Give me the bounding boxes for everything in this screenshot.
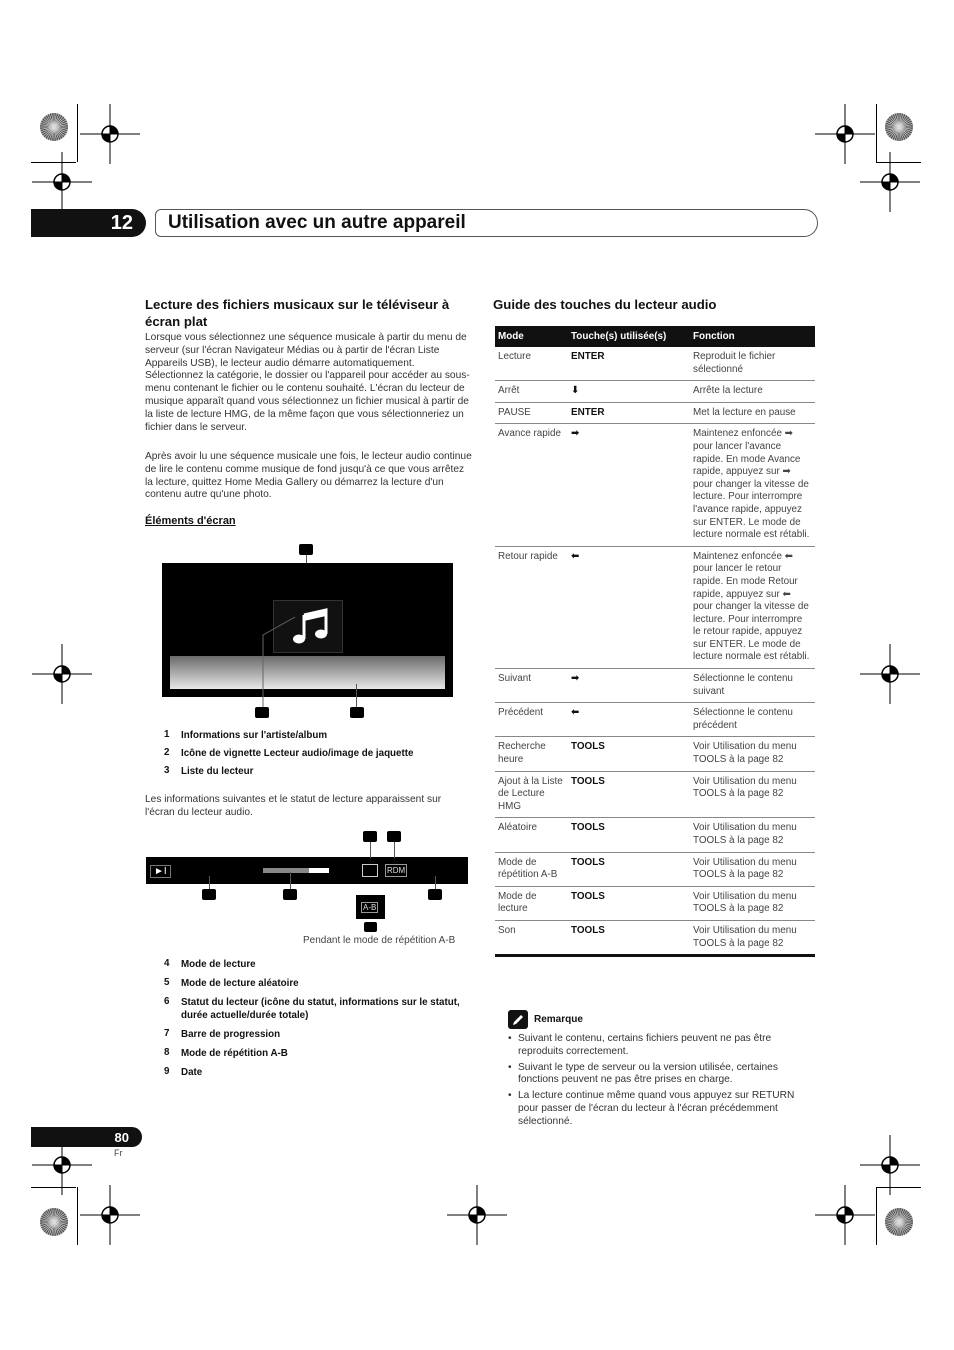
registration-mark [815, 1185, 875, 1245]
bullet: • [508, 1090, 512, 1102]
function-cell: Maintenez enfoncée ⬅ pour lancer le retour rapide. En mode Retour rapide, appuyez sur ⬅ pour changer la vitesse de lecture. Pour interrompre le retour rapide, appuyez sur ENTER. Le mode de lecture normale est rétabli. [690, 546, 815, 668]
registration-mark [32, 644, 92, 704]
legend-text: Mode de lecture aléatoire [181, 978, 299, 989]
legend-item [164, 729, 464, 742]
legend-item [164, 977, 464, 990]
callout-4 [363, 831, 377, 842]
ab-repeat-caption: Pendant le mode de répétition A-B [303, 935, 456, 946]
key-cell: ENTER [568, 402, 690, 424]
registration-mark [80, 1185, 140, 1245]
legend-number: 8 [164, 1047, 170, 1058]
bullet: • [508, 1033, 512, 1044]
crop-line [876, 1187, 877, 1245]
crop-line [876, 1187, 921, 1188]
legend-text: Icône de vignette Lecteur audio/image de jaquette [181, 748, 414, 759]
note-text: La lecture continue même quand vous appuyez sur RETURN pour passer de l'écran du lecteur à l'écran précédemment sélectionné. [518, 1090, 795, 1127]
legend-item [164, 765, 464, 778]
table-row [495, 886, 815, 920]
note-section [508, 1010, 813, 1132]
function-cell: Voir Utilisation du menu TOOLS à la page 82 [690, 920, 815, 955]
crop-line [876, 104, 877, 162]
callout-7-line [290, 872, 291, 889]
mode-cell: Avance rapide [495, 424, 568, 546]
callout-3 [350, 707, 364, 718]
function-cell: Arrête la lecture [690, 381, 815, 403]
callout-9 [428, 889, 442, 900]
legend-item [164, 1047, 464, 1060]
legend-number: 3 [164, 765, 170, 776]
key-cell: TOOLS [568, 920, 690, 955]
key-cell: TOOLS [568, 771, 690, 818]
legend-item [164, 1028, 464, 1041]
mode-cell: Arrêt [495, 381, 568, 403]
legend-text: Barre de progression [181, 1029, 281, 1040]
table-row [495, 669, 815, 703]
page-number-badge [31, 1127, 142, 1147]
subsection-title-screen-elements: Éléments d'écran [145, 515, 236, 527]
mode-cell: PAUSE [495, 402, 568, 424]
key-cell: TOOLS [568, 818, 690, 852]
legend-number: 1 [164, 729, 170, 740]
mode-cell: Aléatoire [495, 818, 568, 852]
key-cell: ➡ [568, 424, 690, 546]
callout-3-line [356, 684, 357, 708]
note-title: Remarque [534, 1014, 583, 1025]
function-cell: Maintenez enfoncée ➡ pour lancer l'avance rapide. En mode Avance rapide, appuyez sur ➡ pour changer la vitesse de lecture. Pour interrompre l'avance rapide, appuyez sur ENTER. Le mode de lecture normale est rétabli. [690, 424, 815, 546]
legend-number: 5 [164, 977, 170, 988]
table-row [495, 818, 815, 852]
note-text: Suivant le contenu, certains fichiers peuvent ne pas être reproduits correctement. [518, 1033, 772, 1057]
registration-mark [447, 1185, 507, 1245]
callout-9-line [435, 876, 436, 889]
section-title-music: Lecture des fichiers musicaux sur le téléviseur à écran plat [145, 297, 450, 329]
legend-item [164, 747, 464, 760]
table-header-keys: Touche(s) utilisée(s) [568, 326, 690, 347]
legend-number: 2 [164, 747, 170, 758]
table-row [495, 703, 815, 737]
legend-item [164, 958, 464, 971]
callout-2 [255, 707, 269, 718]
color-target-mark [884, 112, 914, 142]
callout-5-line [394, 842, 395, 858]
legend-text: Mode de répétition A-B [181, 1048, 288, 1059]
table-row [495, 424, 815, 546]
callout-8 [364, 922, 377, 932]
progress-bar [263, 868, 329, 873]
key-cell: TOOLS [568, 852, 690, 886]
function-cell: Sélectionne le contenu suivant [690, 669, 815, 703]
color-target-mark [39, 1207, 69, 1237]
section-title-key-guide: Guide des touches du lecteur audio [493, 297, 717, 312]
legend-text: Informations sur l'artiste/album [181, 730, 328, 741]
key-cell: ⬅ [568, 703, 690, 737]
ab-repeat-icon: A-B [363, 903, 377, 912]
key-cell: ⬇ [568, 381, 690, 403]
bullet: • [508, 1061, 512, 1073]
mode-cell: Suivant [495, 669, 568, 703]
random-mode-icon: RDM [387, 866, 406, 875]
chapter-title: Utilisation avec un autre appareil [168, 212, 466, 233]
table-row [495, 402, 815, 424]
mode-cell: Ajout à la Liste de Lecture HMG [495, 771, 568, 818]
table-row [495, 771, 815, 818]
crop-line [876, 162, 921, 163]
play-mode-icon [362, 864, 378, 877]
function-cell: Voir Utilisation du menu TOOLS à la page 82 [690, 886, 815, 920]
play-status-icon: ►I [150, 865, 171, 878]
legend-number: 6 [164, 996, 170, 1007]
table-header-function: Fonction [690, 326, 815, 347]
registration-mark [860, 644, 920, 704]
legend-text: Mode de lecture [181, 959, 256, 970]
function-cell: Voir Utilisation du menu TOOLS à la page 82 [690, 737, 815, 771]
mode-cell: Recherche heure [495, 737, 568, 771]
key-cell: ➡ [568, 669, 690, 703]
mode-cell: Mode de lecture [495, 886, 568, 920]
registration-mark [860, 152, 920, 212]
legend-text: Liste du lecteur [181, 766, 254, 777]
pencil-icon [508, 1010, 528, 1029]
mode-cell: Retour rapide [495, 546, 568, 668]
function-cell: Voir Utilisation du menu TOOLS à la page 82 [690, 818, 815, 852]
ab-repeat-box [356, 895, 385, 919]
table-row [495, 381, 815, 403]
player-status-bar [146, 857, 468, 884]
legend-number: 9 [164, 1066, 170, 1077]
crop-line [31, 1187, 76, 1188]
progress-bar-fill [263, 868, 309, 873]
callout-7 [283, 889, 297, 900]
callout-5 [387, 831, 401, 842]
table-row [495, 546, 815, 668]
chapter-number: 12 [110, 211, 133, 234]
key-guide-table [495, 326, 815, 957]
crop-line [31, 162, 76, 163]
callout-6-line [209, 876, 210, 889]
key-cell: TOOLS [568, 737, 690, 771]
color-target-mark [884, 1207, 914, 1237]
function-cell: Voir Utilisation du menu TOOLS à la page 82 [690, 771, 815, 818]
legend-item [164, 1066, 464, 1079]
mode-cell: Mode de répétition A-B [495, 852, 568, 886]
table-row [495, 347, 815, 381]
callout-2-line [255, 615, 315, 715]
function-cell: Met la lecture en pause [690, 402, 815, 424]
key-cell: ENTER [568, 347, 690, 381]
legend-item [164, 996, 464, 1022]
table-row [495, 737, 815, 771]
language-code: Fr [114, 1148, 123, 1158]
status-info-paragraph: Les informations suivantes et le statut de lecture apparaissent sur l'écran du lecteur audio. [145, 794, 442, 818]
function-cell: Reproduit le fichier sélectionné [690, 347, 815, 381]
registration-mark [32, 152, 92, 212]
legend-text: Date [181, 1067, 203, 1078]
background-play-paragraph: Après avoir lu une séquence musicale une fois, le lecteur audio continue de lire le contenu comme musique de fond jusqu'à ce que vous arrêtez la lecture, quittez Home Media Gallery ou démarrez la lecture d'un contenu autre qu'une photo. [145, 451, 472, 501]
table-row [495, 852, 815, 886]
legend-text: Statut du lecteur (icône du statut, informations sur le statut, durée actuelle/durée totale) [181, 997, 460, 1021]
function-cell: Voir Utilisation du menu TOOLS à la page 82 [690, 852, 815, 886]
key-cell: TOOLS [568, 886, 690, 920]
mode-cell: Précédent [495, 703, 568, 737]
legend-number: 7 [164, 1028, 170, 1039]
crop-line [77, 1187, 78, 1245]
note-item [508, 1090, 813, 1128]
intro-paragraph: Lorsque vous sélectionnez une séquence musicale à partir du menu de serveur (sur l'écran Navigateur Médias ou à partir de l'écran Liste Appareils USB), le lecteur audio démarre automatiquement. Sélectionnez la catégorie, le dossier ou l'appareil pour accéder au sous-menu contenant le fichier ou le contenu souhaité. L'écran du lecteur de musique apparaît quand vous sélectionnez un fichier musical à partir de la liste de lecture HMG, de la même façon que vous sélectionneriez un fichier dans le serveur. [145, 332, 470, 433]
note-text: Suivant le type de serveur ou la version utilisée, certaines fonctions peuvent ne pas être prises en charge. [518, 1061, 778, 1086]
callout-1 [299, 544, 313, 555]
chapter-number-badge [31, 209, 146, 237]
mode-cell: Lecture [495, 347, 568, 381]
function-cell: Sélectionne le contenu précédent [690, 703, 815, 737]
note-item [508, 1033, 813, 1059]
table-header-mode: Mode [495, 326, 568, 347]
note-item [508, 1062, 813, 1088]
table-row [495, 920, 815, 955]
color-target-mark [39, 112, 69, 142]
mode-cell: Son [495, 920, 568, 955]
page-number: 80 [114, 1129, 129, 1145]
legend-number: 4 [164, 958, 170, 969]
callout-4-line [370, 842, 371, 858]
callout-6 [202, 889, 216, 900]
crop-line [77, 104, 78, 162]
key-cell: ⬅ [568, 546, 690, 668]
